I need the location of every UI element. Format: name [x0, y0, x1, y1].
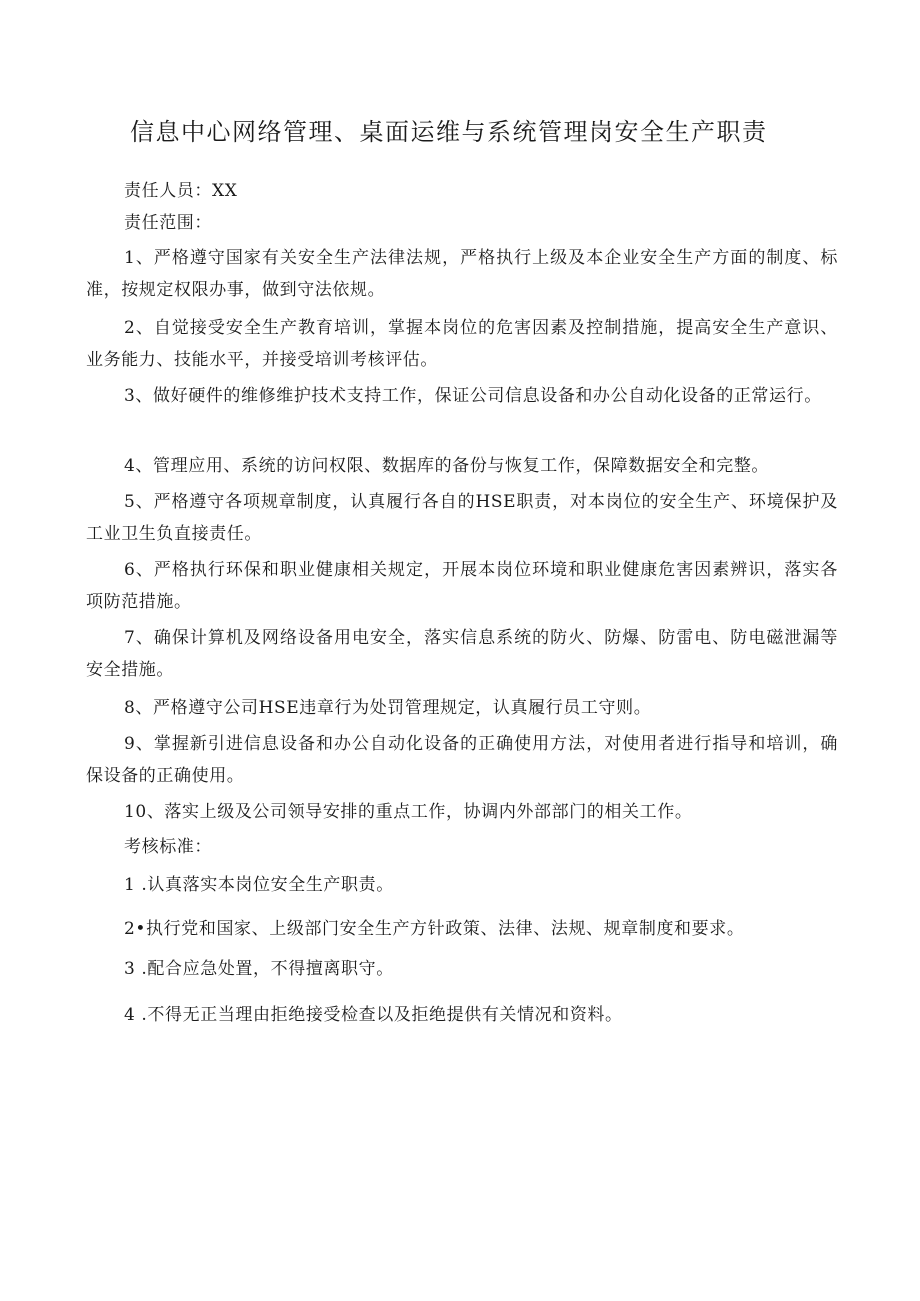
responsibility-item-2: 2、自觉接受安全生产教育培训，掌握本岗位的危害因素及控制措施，提高安全生产意识、业务能力、技能水平，并接受培训考核评估。	[86, 318, 838, 370]
responsibility-item-3: 3、做好硬件的维修维护技术支持工作，保证公司信息设备和办公自动化设备的正常运行。	[124, 386, 822, 406]
responsibility-item-6: 6、严格执行环保和职业健康相关规定，开展本岗位环境和职业健康危害因素辨识，落实各项防范措施。	[86, 560, 838, 612]
document-title: 信息中心网络管理、桌面运维与系统管理岗安全生产职责	[130, 118, 768, 146]
assessment-item-1: 1 .认真落实本岗位安全生产职责。	[124, 875, 394, 895]
responsibility-item-5: 5、严格遵守各项规章制度，认真履行各自的HSE职责，对本岗位的安全生产、环境保护及工业卫生负直接责任。	[86, 492, 838, 544]
responsibility-item-4: 4、管理应用、系统的访问权限、数据库的备份与恢复工作，保障数据安全和完整。	[124, 456, 770, 476]
responsibility-item-9: 9、掌握新引进信息设备和办公自动化设备的正确使用方法，对使用者进行指导和培训，确保设备的正确使用。	[86, 734, 838, 786]
responsibility-item-1: 1、严格遵守国家有关安全生产法律法规，严格执行上级及本企业安全生产方面的制度、标准，按规定权限办事，做到守法依规。	[86, 248, 838, 300]
responsible-person-line: 责任人员：XX	[124, 181, 238, 201]
responsibility-item-7: 7、确保计算机及网络设备用电安全，落实信息系统的防火、防爆、防雷电、防电磁泄漏等安全措施。	[86, 628, 838, 680]
assessment-heading: 考核标准：	[124, 837, 212, 857]
responsibility-item-10: 10、落实上级及公司领导安排的重点工作，协调内外部部门的相关工作。	[124, 802, 693, 822]
assessment-item-2: 2•执行党和国家、上级部门安全生产方针政策、法律、法规、规章制度和要求。	[124, 919, 745, 939]
assessment-item-4: 4 .不得无正当理由拒绝接受检查以及拒绝提供有关情况和资料。	[124, 1005, 623, 1025]
scope-heading: 责任范围：	[124, 213, 212, 233]
responsibility-item-8: 8、严格遵守公司HSE违章行为处罚管理规定，认真履行员工守则。	[124, 698, 652, 718]
assessment-item-3: 3 .配合应急处置，不得擅离职守。	[124, 959, 394, 979]
